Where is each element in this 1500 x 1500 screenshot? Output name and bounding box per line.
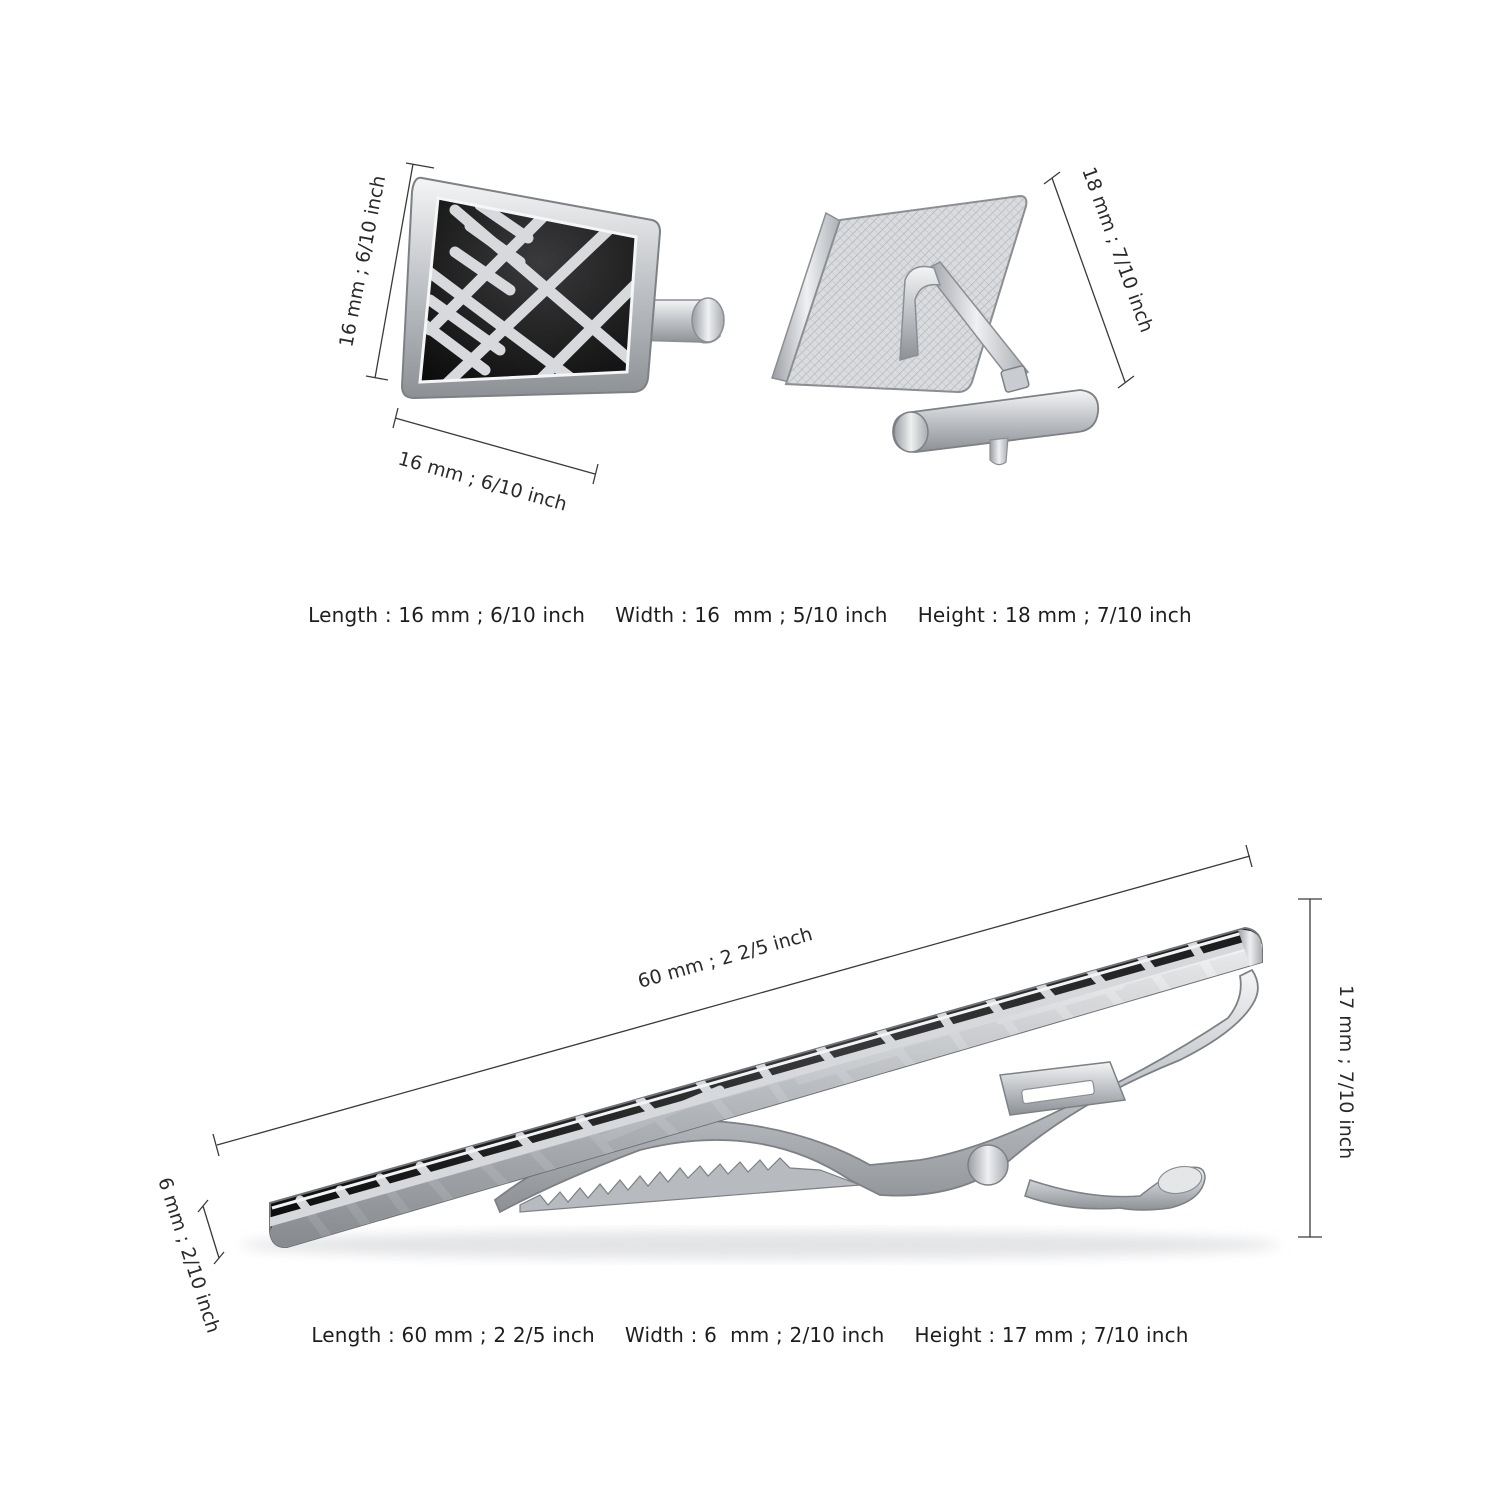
cufflink-width-label: 16 mm ; 6/10 inch bbox=[395, 447, 570, 516]
cufflink-height-spec: Height : 18 mm ; 7/10 inch bbox=[917, 603, 1192, 627]
cufflink-specs bbox=[0, 603, 1500, 627]
tie-clip-height-label: 17 mm ; 7/10 inch bbox=[1335, 985, 1357, 1160]
tie-clip-specs bbox=[0, 1323, 1500, 1347]
cufflink-width-spec: Width : 16 mm ; 5/10 inch bbox=[615, 603, 888, 627]
cufflink-back-height-label: 18 mm ; 7/10 inch bbox=[1077, 164, 1158, 336]
dimension-labels bbox=[153, 164, 1357, 1336]
tie-clip-width-label: 6 mm ; 2/10 inch bbox=[153, 1174, 225, 1336]
cufflink-back bbox=[772, 196, 1098, 465]
tie-clip-height-spec: Height : 17 mm ; 7/10 inch bbox=[914, 1323, 1189, 1347]
cufflink-length-spec: Length : 16 mm ; 6/10 inch bbox=[308, 603, 586, 627]
tie-clip-length-label: 60 mm ; 2 2/5 inch bbox=[635, 923, 815, 993]
tie-clip bbox=[240, 928, 1280, 1259]
tie-clip-width-spec: Width : 6 mm ; 2/10 inch bbox=[624, 1323, 885, 1347]
tie-clip-length-spec: Length : 60 mm ; 2 2/5 inch bbox=[311, 1323, 595, 1347]
cufflink-front bbox=[402, 178, 724, 400]
cufflink-height-label: 16 mm ; 6/10 inch bbox=[335, 173, 391, 349]
